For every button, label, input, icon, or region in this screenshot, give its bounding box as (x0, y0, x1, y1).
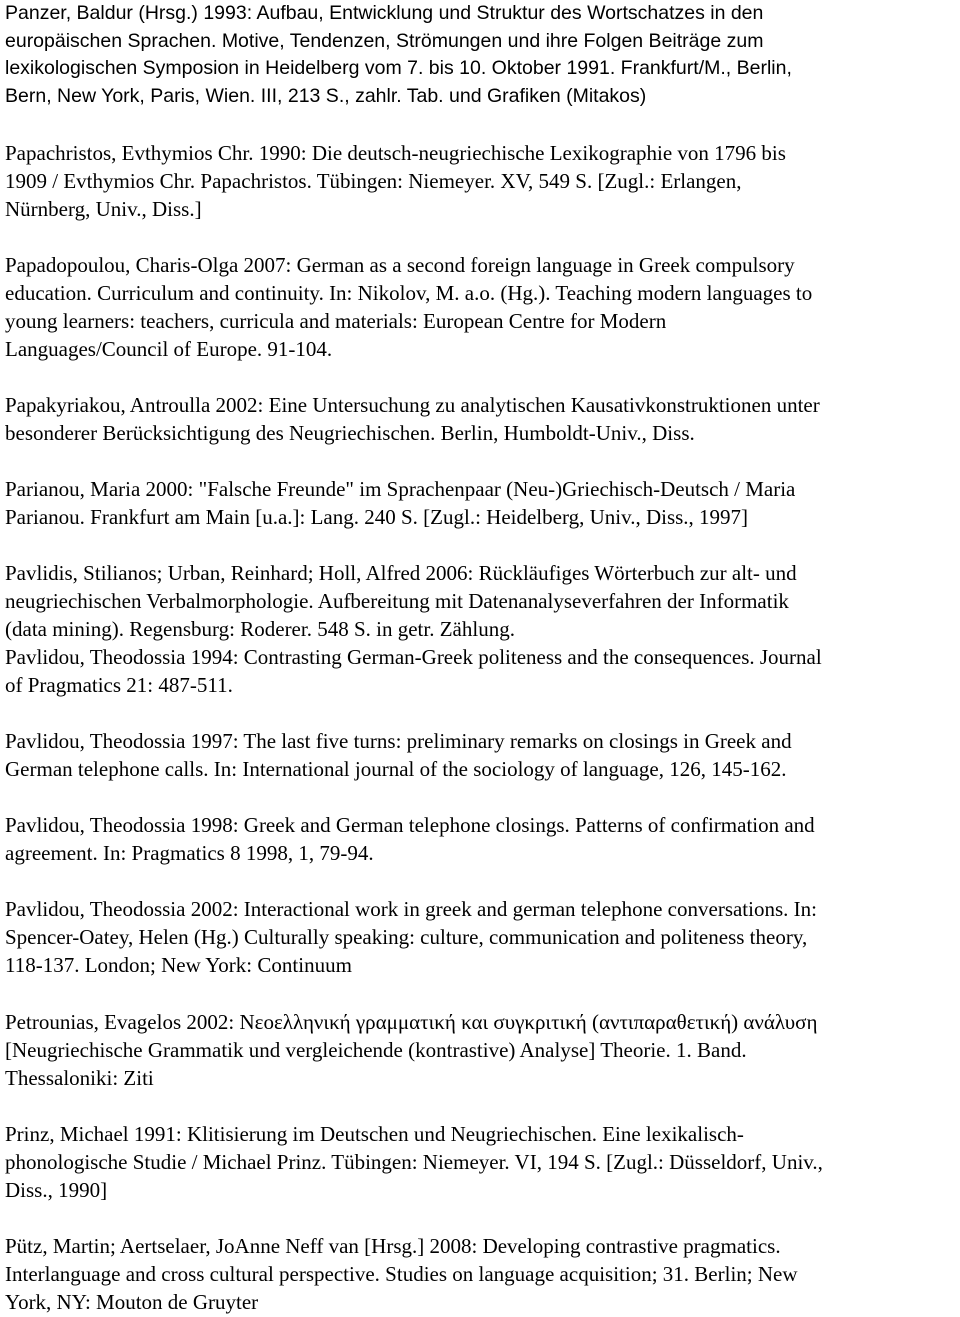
entry-line: phonologische Studie / Michael Prinz. Tübingen: Niemeyer. VI, 194 S. [Zugl.: Düsseldorf, Univ., (5, 1150, 823, 1174)
entry-line: German telephone calls. In: International journal of the sociology of language, 126, 145-162. (5, 757, 787, 781)
entry-line: education. Curriculum and continuity. In: Nikolov, M. a.o. (Hg.). Teaching modern languages to (5, 281, 813, 305)
entry-line: young learners: teachers, curricula and materials: European Centre for Modern (5, 309, 667, 333)
entry-line: europäischen Sprachen. Motive, Tendenzen, Strömungen und ihre Folgen Beiträge zum (5, 29, 764, 52)
entry-line: 1909 / Evthymios Chr. Papachristos. Tübingen: Niemeyer. XV, 549 S. [Zugl.: Erlangen, (5, 169, 742, 193)
entry-line: Pavlidou, Theodossia 1998: Greek and German telephone closings. Patterns of confirmation and (5, 813, 815, 837)
bib-entry-puetz (5, 1232, 955, 1316)
entry-line: Parianou, Maria 2000: "Falsche Freunde" im Sprachenpaar (Neu-)Griechisch-Deutsch / Maria (5, 477, 796, 501)
bib-entry-papadopoulou (5, 251, 955, 363)
bib-entry-pavlidou-1994 (5, 643, 955, 699)
entry-line: Papachristos, Evthymios Chr. 1990: Die deutsch-neugriechische Lexikographie von 1796 bis (5, 141, 786, 165)
bib-entry-pavlidou-1997 (5, 727, 955, 783)
entry-line: neugriechischen Verbalmorphologie. Aufbereitung mit Datenanalyseverfahren der Informatik (5, 589, 789, 613)
entry-line: Interlanguage and cross cultural perspective. Studies on language acquisition; 31. Berlin; New (5, 1262, 798, 1286)
entry-line: Bern, New York, Paris, Wien. III, 213 S., zahlr. Tab. und Grafiken (Mitakos) (5, 84, 647, 107)
entry-line: York, NY: Mouton de Gruyter (5, 1290, 259, 1314)
entry-line: besonderer Berücksichtigung des Neugriechischen. Berlin, Humboldt-Univ., Diss. (5, 421, 695, 445)
entry-line: Petrounias, Evagelos 2002: Νεοελληνική γραμματική και συγκριτική (αντιπαραθετική) ανάλυση (5, 1010, 818, 1034)
entry-line: lexikologischen Symposion in Heidelberg vom 7. bis 10. Oktober 1991. Frankfurt/M., Berlin, (5, 57, 792, 79)
entry-line: (data mining). Regensburg: Roderer. 548 S. in getr. Zählung. (5, 617, 515, 641)
bib-entry-prinz (5, 1120, 955, 1204)
entry-line: [Neugriechische Grammatik und vergleichende (kontrastive) Analyse] Theorie. 1. Band. (5, 1038, 747, 1062)
entry-line: 118-137. London; New York: Continuum (5, 953, 352, 977)
entry-line: of Pragmatics 21: 487-511. (5, 673, 233, 697)
bib-entry-pavlidis (5, 559, 955, 643)
entry-line: Prinz, Michael 1991: Klitisierung im Deutschen und Neugriechischen. Eine lexikalisch- (5, 1122, 744, 1146)
entry-line: Pavlidis, Stilianos; Urban, Reinhard; Holl, Alfred 2006: Rückläufiges Wörterbuch zur alt- und (5, 561, 797, 585)
entry-line: Diss., 1990] (5, 1178, 108, 1202)
bib-entry-pavlidou-1998 (5, 811, 955, 867)
entry-line: Papadopoulou, Charis-Olga 2007: German as a second foreign language in Greek compulsory (5, 253, 795, 277)
entry-line: Parianou. Frankfurt am Main [u.a.]: Lang. 240 S. [Zugl.: Heidelberg, Univ., Diss., 1997] (5, 505, 749, 529)
entry-line: Nürnberg, Univ., Diss.] (5, 197, 202, 221)
entry-line: Pavlidou, Theodossia 2002: Interactional work in greek and german telephone conversations. In: (5, 897, 817, 921)
entry-line: Pavlidou, Theodossia 1994: Contrasting German-Greek politeness and the consequences. Journal (5, 645, 822, 669)
bib-entry-papakyriakou (5, 391, 955, 447)
entry-line: agreement. In: Pragmatics 8 1998, 1, 79-94. (5, 841, 374, 865)
entry-line: Spencer-Oatey, Helen (Hg.) Culturally speaking: culture, communication and politeness theory, (5, 925, 808, 949)
entry-line: Papakyriakou, Antroulla 2002: Eine Untersuchung zu analytischen Kausativkonstruktionen unter (5, 393, 820, 417)
bib-entry-pavlidou-2002 (5, 895, 955, 979)
entry-line: Panzer, Baldur (Hrsg.) 1993: Aufbau, Entwicklung und Struktur des Wortschatzes in den (5, 2, 764, 24)
entry-line: Pütz, Martin; Aertselaer, JoAnne Neff van [Hrsg.] 2008: Developing contrastive pragmatics. (5, 1234, 781, 1258)
bib-entry-petrounias (5, 1008, 955, 1092)
bib-entry-parianou (5, 475, 955, 531)
entry-line: Thessaloniki: Ziti (5, 1066, 154, 1090)
bib-entry-papachristos (5, 139, 955, 223)
entry-line: Languages/Council of Europe. 91-104. (5, 337, 333, 361)
entry-line: Pavlidou, Theodossia 1997: The last five turns: preliminary remarks on closings in Greek and (5, 729, 792, 753)
bib-entry-panzer (5, 0, 955, 110)
